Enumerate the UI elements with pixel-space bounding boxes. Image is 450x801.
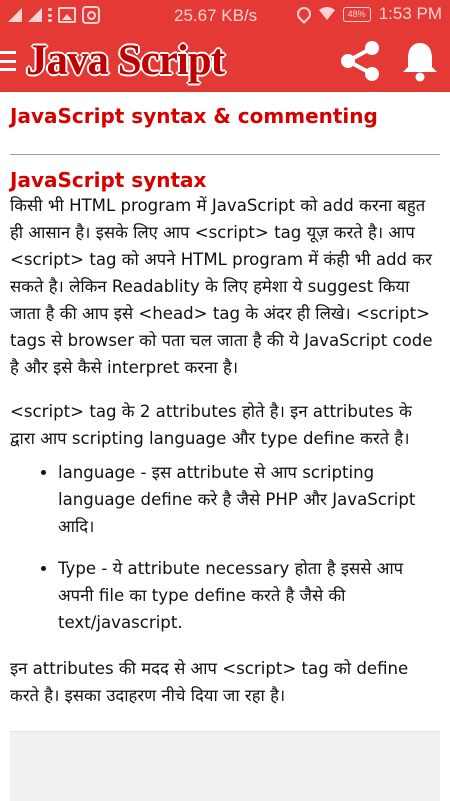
paragraph-example: इन attributes की मदद से आप <script> tag को define करते है। इसका उदाहरण नीचे दिया जा रहा है।: [10, 659, 409, 705]
divider: [10, 154, 440, 155]
location-icon: [294, 4, 314, 24]
menu-icon[interactable]: [0, 51, 16, 71]
list-item: • Type - ये attribute necessary होता है इससे आप अपनी file का type define करते है जैसे की text/javascript.: [58, 555, 438, 636]
status-bar: [0, 0, 450, 30]
code-example-box: [10, 731, 440, 801]
instagram-icon: [82, 6, 100, 24]
more-icon: [48, 8, 52, 22]
signal-icon: [8, 8, 22, 22]
section-title: JavaScript syntax: [10, 168, 207, 192]
bell-icon: [400, 40, 440, 82]
app-title: Java Script: [26, 37, 225, 84]
paragraph-attributes: <script> tag के 2 attributes होते है। इन attributes के द्वारा आप scripting language और type define करते है।: [10, 402, 412, 448]
share-button[interactable]: [338, 40, 382, 82]
status-right: [297, 4, 442, 24]
network-speed: 25.67 KB/s: [174, 6, 258, 25]
notification-button[interactable]: [400, 40, 440, 82]
paragraph-intro: किसी भी HTML program में JavaScript को add करना बहुत ही आसान है। इसके लिए आप <script> tag यूज़ करते है। आप <script> tag को अपने HTML program में कंही भी add कर सकते है। लेकिन Readablity के लिए हमेशा ये suggest किया जाता है की आप इसे <head> tag के अंदर ही लिखे। <script> tags से browser को पता चल जाता है की ये JavaScript code है और इसे कैसे interpret करना है।: [10, 196, 433, 377]
clock: 1:53 PM: [378, 4, 442, 23]
app-bar: [0, 30, 450, 92]
share-icon: [338, 40, 382, 82]
battery-icon: 48%: [343, 7, 371, 22]
wifi-icon: [319, 7, 335, 21]
status-left-icons: [0, 6, 100, 24]
signal-icon-2: [28, 8, 42, 22]
page-title: JavaScript syntax & commenting: [10, 104, 378, 128]
article-content: [0, 92, 450, 800]
list-item: • language - इस attribute से आप scripting language define करे है जैसे PHP और JavaScript आदि।: [58, 459, 438, 540]
attribute-list: [10, 459, 438, 651]
image-icon: [58, 7, 76, 23]
